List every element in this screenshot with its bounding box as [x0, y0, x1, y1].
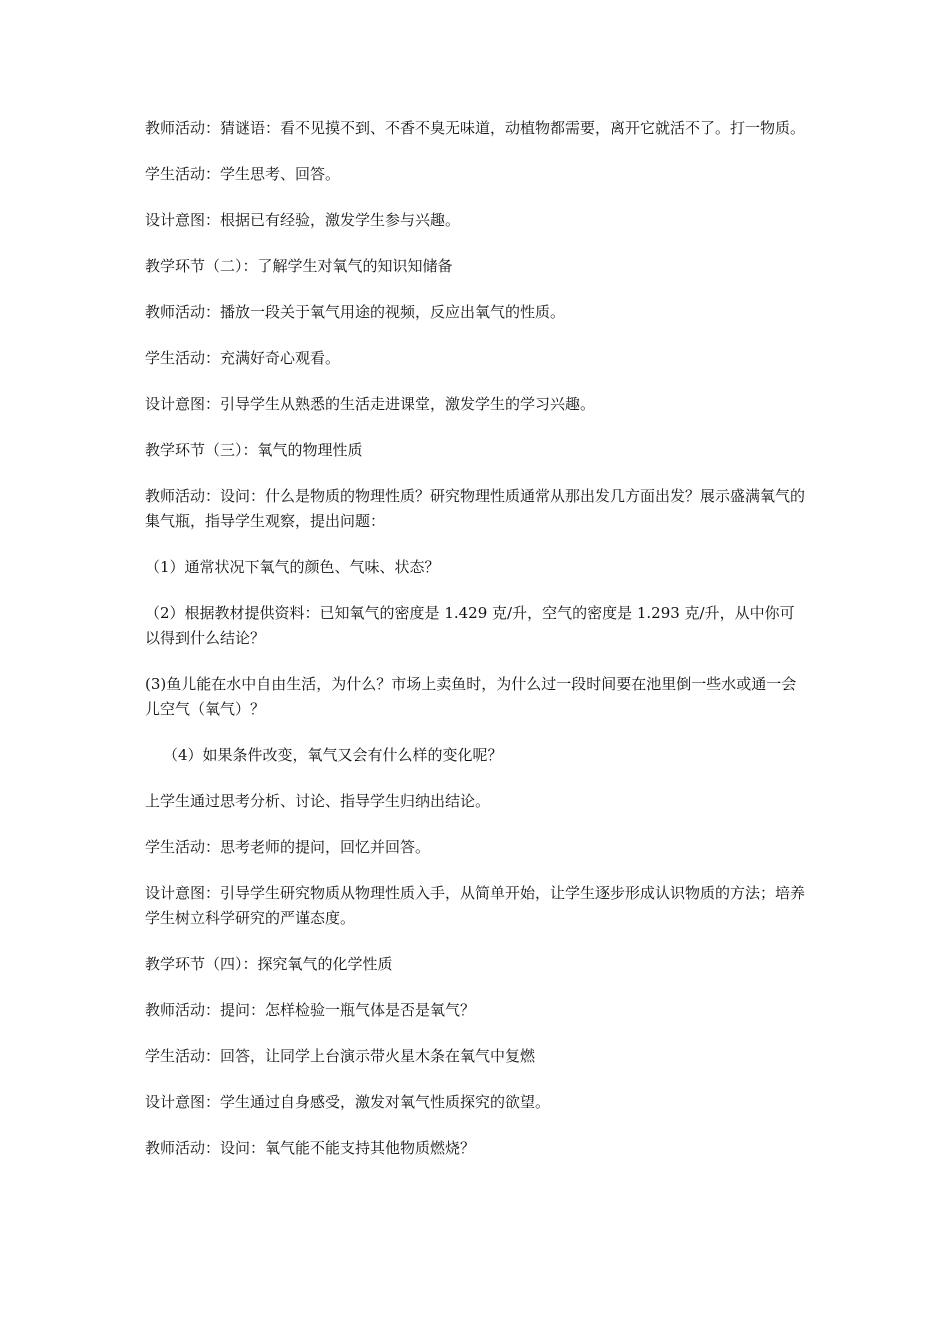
paragraph-student-activity-4: 学生活动：回答，让同学上台演示带火星木条在氧气中复燃	[145, 1047, 536, 1065]
paragraph-student-activity-2: 学生活动：充满好奇心观看。	[145, 349, 341, 367]
section-heading-3: 教学环节（三）：氧气的物理性质	[145, 441, 363, 459]
paragraph-design-intent-4: 设计意图：学生通过自身感受，激发对氧气性质探究的欲望。	[145, 1093, 551, 1111]
paragraph-teacher-riddle: 教师活动：猜谜语：看不见摸不到、不香不臭无味道，动植物都需要，离开它就活不了。打一物质。	[145, 119, 806, 137]
document-page	[145, 116, 809, 1182]
paragraph-design-intent-2: 设计意图：引导学生从熟悉的生活走进课堂，激发学生的学习兴趣。	[145, 395, 596, 413]
question-2: （2）根据教材提供资料：已知氧气的密度是 1.429 克/升，空气的密度是 1.293 克/升，从中你可以得到什么结论？	[145, 604, 795, 647]
paragraph-student-activity-1: 学生活动：学生思考、回答。	[145, 165, 341, 183]
paragraph-teacher-physical-properties: 教师活动：设问：什么是物质的物理性质？研究物理性质通常从那出发几方面出发？展示盛满氧气的集气瓶，指导学生观察，提出问题：	[145, 487, 806, 530]
paragraph-teacher-video: 教师活动：播放一段关于氧气用途的视频，反应出氧气的性质。	[145, 303, 566, 321]
paragraph-student-activity-3: 学生活动：思考老师的提问，回忆并回答。	[145, 838, 431, 856]
paragraph-design-intent-1: 设计意图：根据已有经验，激发学生参与兴趣。	[145, 211, 461, 229]
question-3: (3)鱼儿能在水中自由生活，为什么？市场上卖鱼时，为什么过一段时间要在池里倒一些水或通一会儿空气（氧气）？	[145, 675, 797, 718]
section-heading-4: 教学环节（四）：探究氧气的化学性质	[145, 955, 393, 973]
paragraph-teacher-combustion: 教师活动：设问：氧气能不能支持其他物质燃烧？	[145, 1139, 476, 1157]
question-4: （4）如果条件改变，氧气又会有什么样的变化呢？	[163, 746, 503, 764]
paragraph-teacher-question: 教师活动：提问：怎样检验一瓶气体是否是氧气？	[145, 1001, 476, 1019]
paragraph-summary: 上学生通过思考分析、讨论、指导学生归纳出结论。	[145, 792, 491, 810]
paragraph-design-intent-3: 设计意图：引导学生研究物质从物理性质入手，从简单开始，让学生逐步形成认识物质的方法；培养学生树立科学研究的严谨态度。	[145, 884, 806, 927]
question-1: （1）通常状况下氧气的颜色、气味、状态？	[145, 558, 440, 576]
section-heading-2: 教学环节（二）：了解学生对氧气的知识知储备	[145, 257, 453, 275]
